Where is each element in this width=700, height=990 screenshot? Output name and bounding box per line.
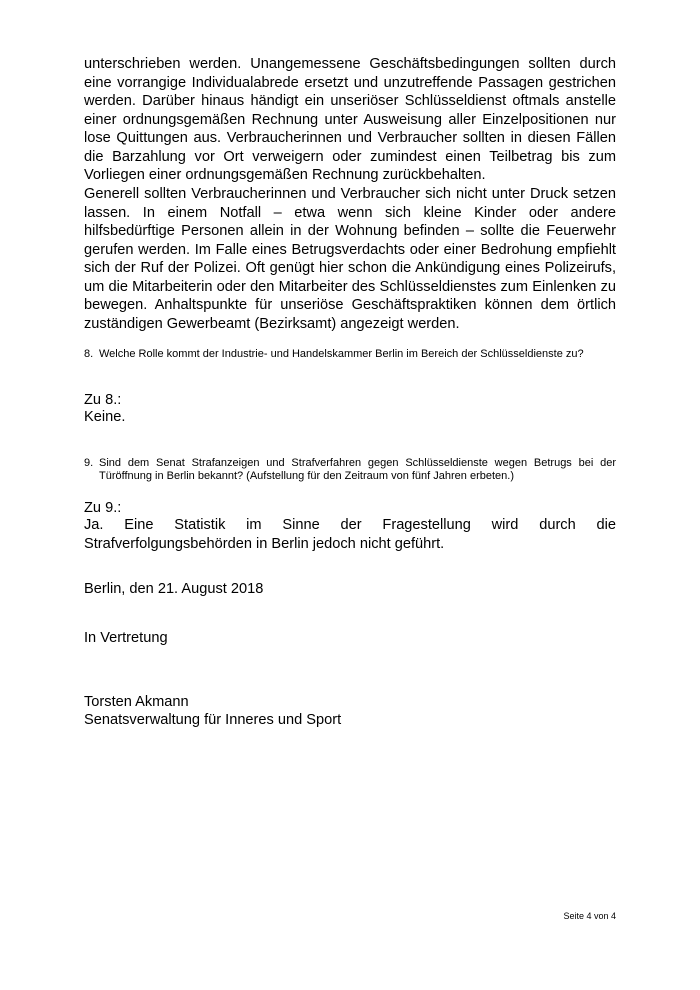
question-8 [84, 348, 616, 361]
body-paragraph-2: Generell sollten Verbraucherinnen und Verbraucher sich nicht unter Druck setzen lassen. In einem Notfall – etwa wenn sich kleine Kinder oder andere hilfsbedürftige Personen allein in der Wohnung befinden – sollte die Feuerwehr gerufen werden. Im Falle eines Betrugsverdachts oder einer Bedrohung empfiehlt sich der Ruf der Polizei. Oft genügt hier schon die Ankündigung eines Polizeirufs, um die Mitarbeiterin oder den Mitarbeiter des Schlüsseldienstes zum Einlenken zu bewegen. Anhaltspunkte für unseriöse Geschäftspraktiken können dem örtlich zuständigen Gewerbeamt (Bezirksamt) angezeigt werden. [84, 186, 616, 332]
date-line: Berlin, den 21. August 2018 [84, 581, 264, 597]
signer-name: Torsten Akmann [84, 694, 189, 710]
answer-text-9: Ja. Eine Statistik im Sinne der Fragestellung wird durch die Strafverfolgungsbehörden in Berlin jedoch nicht geführt. [84, 517, 616, 552]
representation-line: In Vertretung [84, 630, 168, 646]
question-text: Sind dem Senat Strafanzeigen und Strafverfahren gegen Schlüsseldienste wegen Betrugs bei der Türöffnung in Berlin bekannt? (Aufstellung für den Zeitraum von fünf Jahren erbeten.) [99, 457, 616, 483]
page-number: Seite 4 von 4 [563, 911, 616, 921]
answer-text-8: Keine. [84, 409, 126, 425]
signer-department: Senatsverwaltung für Inneres und Sport [84, 712, 342, 728]
answer-label-9: Zu 9.: [84, 500, 122, 516]
answer-label-8: Zu 8.: [84, 392, 122, 408]
question-9 [84, 457, 616, 483]
question-number: 9. [84, 457, 94, 469]
question-number: 8. [84, 348, 94, 360]
body-paragraph-1: unterschrieben werden. Unangemessene Geschäftsbedingungen sollten durch eine vorrangige Individualabrede ersetzt und unzutreffende Passagen gestrichen werden. Darüber hinaus händigt ein unseriöser Schlüsseldienst oftmals anstelle einer ordnungsgemäßen Rechnung unter Ausweisung aller Einzelpositionen nur lose Quittungen aus. Verbraucherinnen und Verbraucher sollten in diesen Fällen die Barzahlung vor Ort verweigern oder zumindest einen Teilbetrag bis zum Vorliegen einer ordnungsgemäßen Rechnung zurückbehalten. [84, 56, 616, 183]
question-text: Welche Rolle kommt der Industrie- und Handelskammer Berlin im Bereich der Schlüsseldienste zu? [99, 348, 584, 360]
